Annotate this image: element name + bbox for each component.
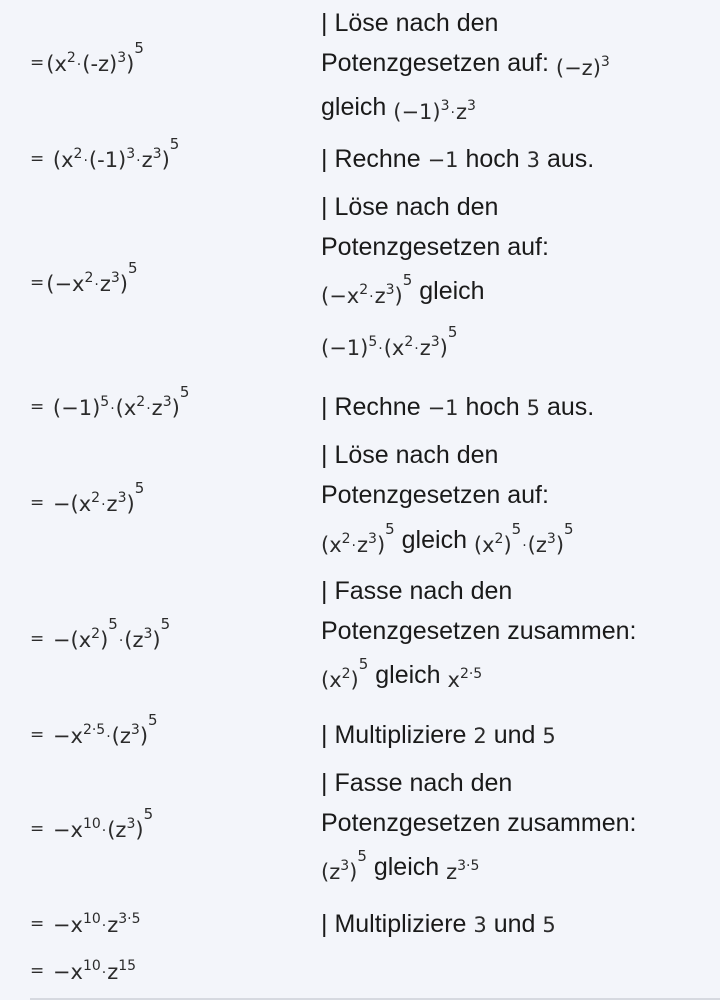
step-5-explanation (321, 435, 716, 569)
note-line: $(x^2)^5$ gleich $x^{2\cdot 5}$ (321, 655, 483, 692)
step-3-explanation (321, 187, 716, 371)
note-line: $(z^3)^5$ gleich $z^{3\cdot 5}$ (321, 847, 480, 884)
step-2-expression: = $(x^2\cdot(-1)^3\cdot z^3)^5$ (30, 135, 180, 172)
note-line: | Fasse nach den (321, 577, 513, 605)
step-4-explanation (321, 387, 716, 428)
note-line: | Löse nach den (321, 193, 499, 221)
note-line: Potenzgesetzen zusammen: (321, 809, 637, 837)
step-7-explanation (321, 715, 716, 756)
step-6-explanation (321, 571, 716, 703)
step-6-expression: = $-(x^2)^5\cdot(z^3)^5$ (30, 615, 171, 652)
note-line: Potenzgesetzen auf: $(-z)^3$ (321, 49, 610, 80)
step-4-expression: = $(-1)^5\cdot(x^2\cdot z^3)^5$ (30, 383, 190, 420)
note-line: | Fasse nach den (321, 769, 513, 797)
note-line: Potenzgesetzen auf: (321, 233, 549, 261)
step-5-expression: = $-(x^2\cdot z^3)^5$ (30, 479, 145, 516)
step-8-explanation (321, 763, 716, 895)
note-line: gleich $(-1)^3\cdot z^3$ (321, 93, 476, 124)
step-7-expression: = $-x^{2\cdot 5}\cdot(z^3)^5$ (30, 711, 158, 748)
step-10-expression: = $-x^{10}\cdot z^{15}$ (30, 958, 137, 984)
note-line: | Löse nach den (321, 9, 499, 37)
step-8-expression: = $-x^{10}\cdot(z^3)^5$ (30, 805, 154, 842)
step-1-expression: $=(x^2\cdot(-z)^3)^5$ (30, 39, 144, 76)
note-line: | Löse nach den (321, 441, 499, 469)
note-line: | Rechne −1 hoch 3 aus. (321, 145, 595, 173)
note-line: $(-x^2\cdot z^3)^5$ gleich (321, 271, 485, 308)
step-3-expression: $=(-x^2\cdot z^3)^5$ (30, 259, 138, 296)
note-line: | Multipliziere 2 und 5 (321, 721, 556, 749)
note-line: Potenzgesetzen zusammen: (321, 617, 637, 645)
note-line: | Rechne −1 hoch 5 aus. (321, 393, 595, 421)
step-9-explanation (321, 904, 716, 945)
step-2-explanation (321, 139, 716, 180)
note-line: | Multipliziere 3 und 5 (321, 910, 556, 938)
step-1-explanation (321, 3, 716, 131)
note-line: Potenzgesetzen auf: (321, 481, 549, 509)
step-9-expression: = $-x^{10}\cdot z^{3\cdot 5}$ (30, 911, 141, 937)
note-line: $(x^2\cdot z^3)^5$ gleich $(x^2)^5\cdot(z^3)^5$ (321, 520, 574, 557)
note-line: $(-1)^5\cdot(x^2\cdot z^3)^5$ (321, 323, 458, 360)
